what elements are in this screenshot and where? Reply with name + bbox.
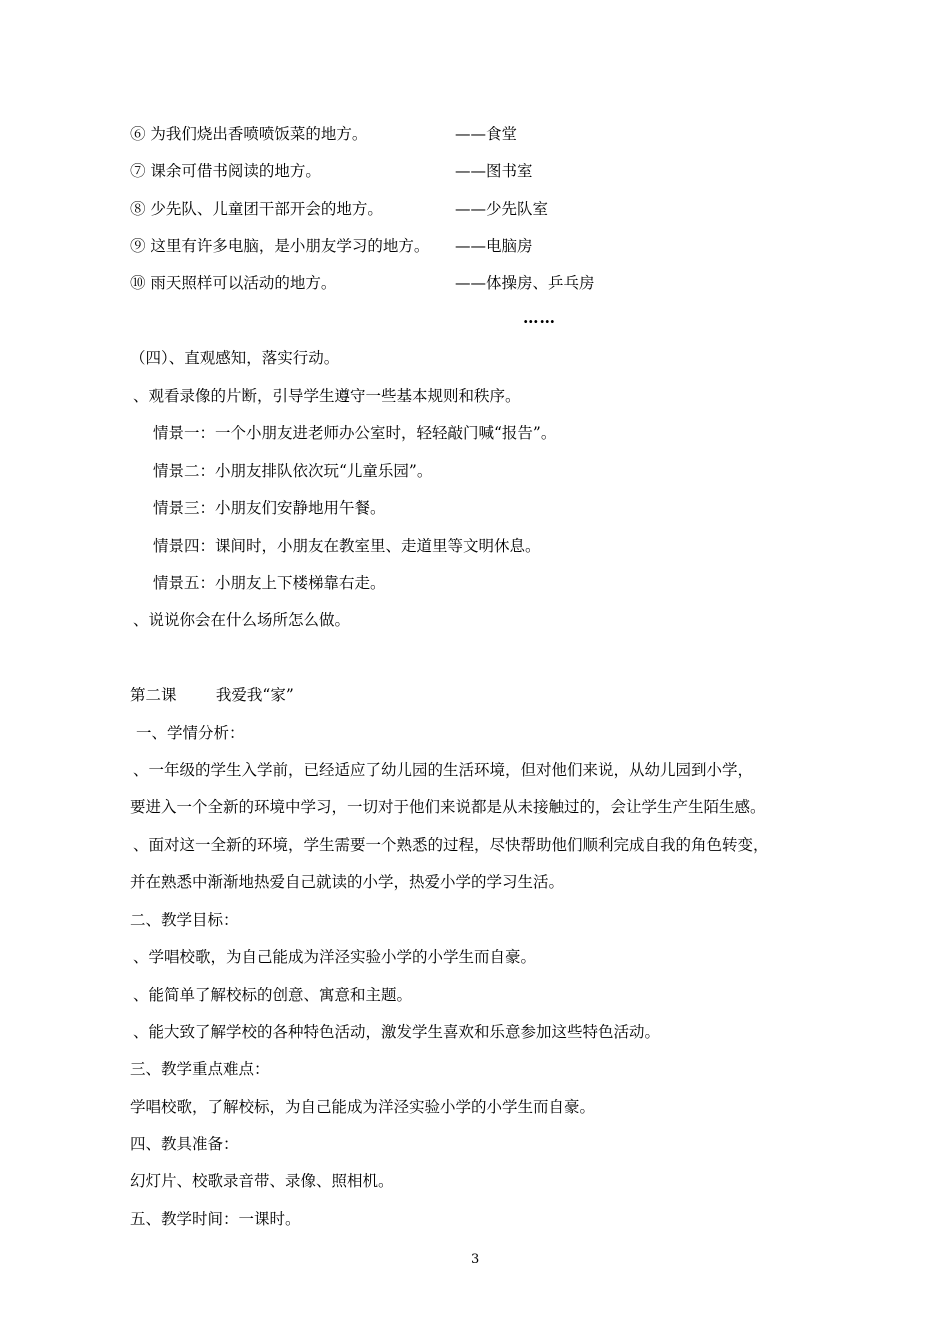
place-description: ⑥ 为我们烧出香喷喷饭菜的地方。 [130,125,368,143]
list-item: 、观看录像的片断，引导学生遵守一些基本规则和秩序。 [133,387,521,405]
list-item: 、能简单了解校标的创意、寓意和主题。 [133,986,413,1004]
place-answer: ——电脑房 [455,237,533,255]
list-item: 、说说你会在什么场所怎么做。 [133,611,351,629]
place-description: ⑧ 少先队、儿童团干部开会的地方。 [130,200,383,218]
paragraph-line: 幻灯片、校歌录音带、录像、照相机。 [130,1172,394,1190]
list-item: 、学唱校歌，为自己能成为洋泾实验小学的小学生而自豪。 [133,948,537,966]
lesson-title: 第二课 我爱我“家” [130,686,294,704]
scene-item: 情景四：课间时，小朋友在教室里、走道里等文明休息。 [153,537,541,555]
place-row [0,124,800,144]
place-description: ⑩ 雨天照样可以活动的地方。 [130,274,337,292]
section-heading: 五、教学时间：一课时。 [130,1210,301,1228]
paragraph-line: 学唱校歌，了解校标，为自己能成为洋泾实验小学的小学生而自豪。 [130,1098,596,1116]
section-heading: 一、学情分析： [136,724,245,742]
section-heading: 二、教学目标： [130,911,239,929]
paragraph-line: 并在熟悉中渐渐地热爱自己就读的小学，热爱小学的学习生活。 [130,873,565,891]
scene-item: 情景二：小朋友排队依次玩“儿童乐园”。 [153,462,433,480]
paragraph-line: 、一年级的学生入学前，已经适应了幼儿园的生活环境，但对他们来说，从幼儿园到小学， [133,761,754,779]
place-answer: ——食堂 [455,125,518,143]
list-item: 、能大致了解学校的各种特色活动，激发学生喜欢和乐意参加这些特色活动。 [133,1023,661,1041]
paragraph-line: 、面对这一全新的环境，学生需要一个熟悉的过程，尽快帮助他们顺利完成自我的角色转变， [133,836,769,854]
place-answer: ——少先队室 [455,200,549,218]
place-row [0,273,800,293]
place-row [0,236,800,256]
place-row [0,161,800,181]
section-heading: （四）、直观感知，落实行动。 [130,349,340,367]
scene-item: 情景一：一个小朋友进老师办公室时，轻轻敲门喊“报告”。 [153,424,557,442]
ellipsis: …… [523,308,556,327]
scene-item: 情景五：小朋友上下楼梯靠右走。 [153,574,386,592]
place-description: ⑦ 课余可借书阅读的地方。 [130,162,321,180]
section-heading: 三、教学重点难点： [130,1060,270,1078]
page-number: 3 [471,1252,480,1267]
place-row [0,199,800,219]
place-description: ⑨ 这里有许多电脑，是小朋友学习的地方。 [130,237,430,255]
place-answer: ——图书室 [455,162,533,180]
place-answer: ——体操房、乒乓房 [455,274,595,292]
scene-item: 情景三：小朋友们安静地用午餐。 [153,499,386,517]
paragraph-line: 要进入一个全新的环境中学习，一切对于他们来说都是从未接触过的，会让学生产生陌生感。 [130,798,766,816]
section-heading: 四、教具准备： [130,1135,239,1153]
